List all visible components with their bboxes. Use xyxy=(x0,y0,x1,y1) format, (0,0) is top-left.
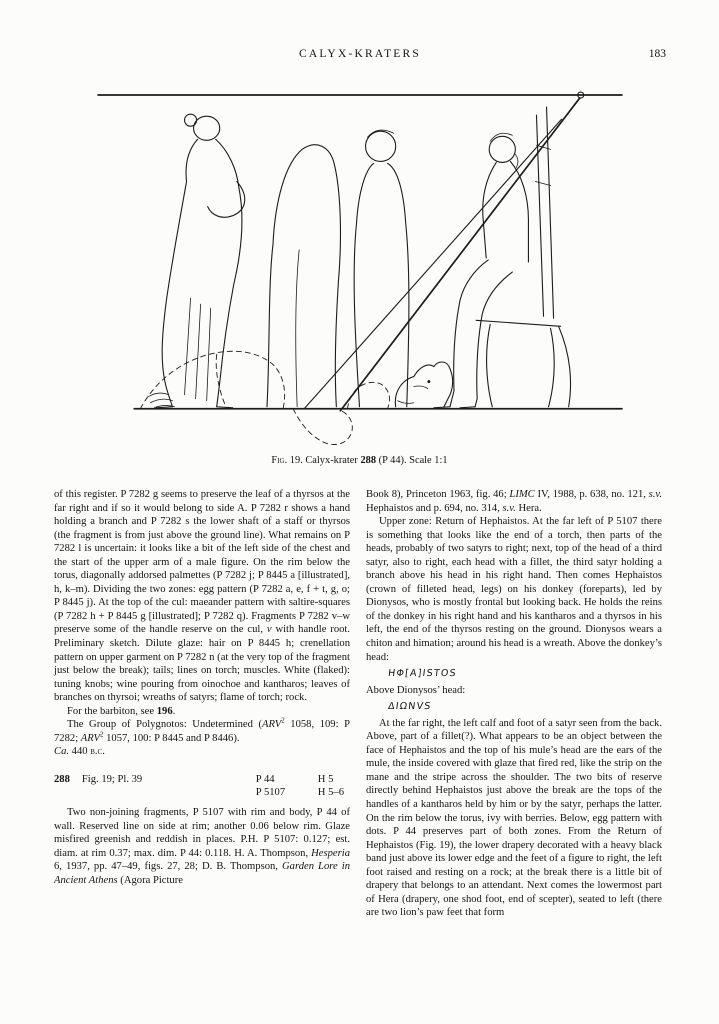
inventory-cell: H 5–6 xyxy=(317,787,344,799)
paragraph-group-polygnotos: The Group of Polygnotos: Undetermined (ARV$^2$ 1058, 109: P 7282; ARV$^2$ 1057, 100: P 8445 and P 8446). xyxy=(54,717,351,744)
page-header xyxy=(54,48,666,63)
thyrsos-staffs xyxy=(304,92,584,411)
third-figure xyxy=(354,130,409,407)
text-columns xyxy=(54,488,666,920)
inventory-cell: P 44 xyxy=(255,773,275,785)
paragraph-upper-zone: Upper zone: Return of Hephaistos. At the far left of P 5107 there is something that looks like the end of a torch, then parts of the heads, probably of two satyrs to right; next, top of the head of a third satyr, also to right, each head with a fillet, the third satyr holding a branch above his head in his right hand. Then comes Hephaistos (crown of filleted head, legs) on his donkey (foreparts), led by Dionysos, who is mostly frontal but looking back. He holds the reins of the donkey in his right hand and his kantharos and a thyrsos in his left, the end of the thyrsos resting on the ground. Dionysos wears a chiton and himation; around his head is a wreath. Above the donkey’s head: xyxy=(366,516,662,663)
paragraph-far-right: At the far right, the left calf and foot of a satyr seen from the back. Above, part of a fillet(?). What appears to be an object between the face of Hephaistos and the top of his mule’s head are the ears of the mule, the inside covered with glaze that fired red, like the strip on the mane and the stripe across the shoulder. The two bits of reserve directly behind Hephaistos just above the break are the tops of the handles of a kantharos held by him or by the satyr, perhaps the latter. On the rim below the torus, ivy with berries. Below, egg pattern with dots. P 44 preserves part of both zones. From the Return of Hephaistos (Fig. 19), the lower drapery decorated with a heavy black band just above its lower edge and the feet of a figure to right, the left foot raised and resting on a rock; at the break there is a little bit of drapery that belongs to an attendant. Next comes the lowermost part of Hera (drapery, one shod foot, end of scepter), seated to left (there are two lion’s paw feet that form xyxy=(366,717,662,919)
paragraph-date: Ca. 440 b.c. xyxy=(54,746,105,758)
paragraph-barbiton: For the barbiton, see 196. xyxy=(67,705,176,717)
figure-caption: Fig. 19. Calyx-krater 288 (P 44). Scale 1:1 xyxy=(271,455,448,466)
standing-maenad-figure xyxy=(148,114,244,408)
donkey-head-sketch xyxy=(395,362,452,407)
dashed-drapery-sketch xyxy=(140,351,389,444)
catalog-number: 288 xyxy=(54,773,70,785)
inscription-dionysos: ΔΙΩNVS xyxy=(387,701,433,713)
second-figure xyxy=(266,145,339,407)
inventory-cell: H 5 xyxy=(317,773,334,785)
paragraph-fragments: Two non-joining fragments, P 5107 with rim and body, P 44 of wall. Reserved line on side at rim; another 0.06 below rim. Glaze misfired greenish and reddish in places. P.H. P 5107: 0.127; est. diam. at rim 0.37; max. dim. P 44: 0.118. H. A. Thompson, Hesperia 6, 1937, pp. 47–49, figs. 27, 28; D. B. Thompson, Garden Lore in Ancient Athens (Agora Picture xyxy=(54,807,350,886)
ground-lines xyxy=(98,95,622,409)
paragraph-bibliography: Book 8), Princeton 1963, fig. 46; LIMC IV, 1988, p. 638, no. 121, s.v. Hephaistos and p. 694, no. 314, s.v. Hera. xyxy=(366,489,662,514)
figure-19 xyxy=(0,89,719,466)
catalog-references: Fig. 19; Pl. 39 xyxy=(81,773,143,785)
inscription-hephaistos: HΦ[A]ISTOS xyxy=(387,668,458,680)
line-drawing-svg xyxy=(96,89,624,451)
paragraph-above-dionysos: Above Dionysos’ head: xyxy=(366,684,466,696)
inventory-table xyxy=(256,773,344,800)
catalog-entry-heading xyxy=(54,773,348,800)
seated-figure-with-chair xyxy=(433,107,570,408)
catalog-left xyxy=(54,773,142,787)
left-column xyxy=(54,488,350,920)
running-head: CALYX-KRATERS xyxy=(298,48,421,60)
right-column xyxy=(366,488,662,920)
inventory-cell: P 5107 xyxy=(255,787,286,799)
calyx-krater-drawing xyxy=(0,89,719,451)
paragraph-register: of this register. P 7282 g seems to preserve the leaf of a thyrsos at the far right and if so it would belong to side A. P 7282 r shows a hand holding a branch and P 7282 s the lower shaft of a staff or thyrsos (the fragment is from just above the ground line). What remains on P 7282 l is uncertain: it looks like a bit of the left side of the chest and the start of the upper arm of a male figure. On the rim below the torus, diagonally addorsed palmettes (P 7282 j; P 8445 a [illustrated], h, k–m). Dividing the two zones: egg pattern (P 7282 a, e, f + t, g, o; P 8445 j). At the top of the cul: maeander pattern with saltire-squares (P 7282 h + P 8445 g [illustrated]; P 7282 q). Fragments P 7282 v–w preserve some of the handle reserve on the cul, v with handle root. Preliminary sketch. Dilute glaze: hair on P 8445 h; crenellation pattern on upper garment on P 7282 n (at the very top of the fragment just below the break); tails; lines on torch; muscles. White (flaked): tuning knobs; wine pouring from oinochoe and kantharos; leaves of branches on thyrsoi; wreaths of satyrs; flame of torch; rock. xyxy=(54,489,350,704)
page-number: 183 xyxy=(648,48,666,60)
